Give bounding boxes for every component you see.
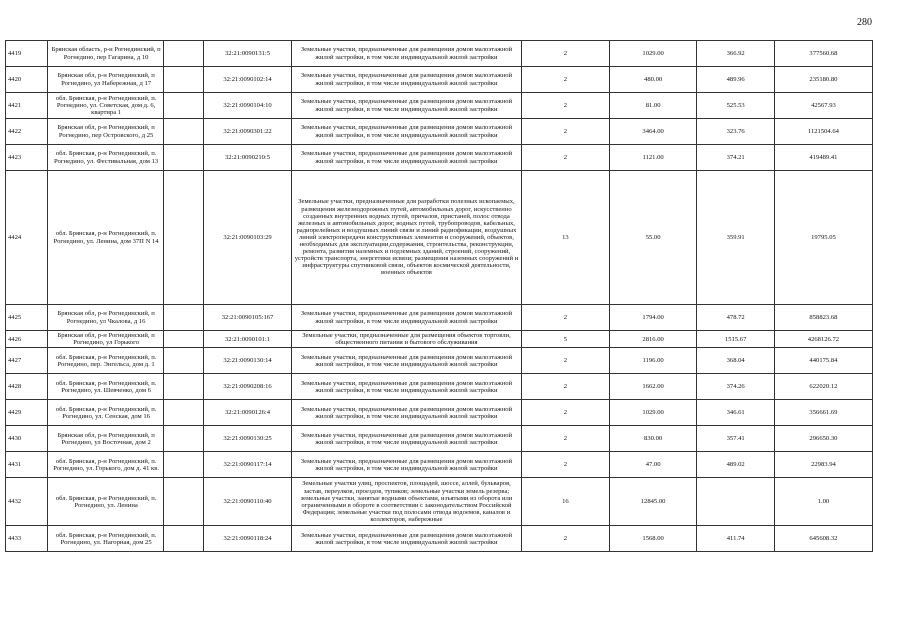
cadastral-number-text: 32:21:0090118:24 xyxy=(223,535,272,543)
group-text: 2 xyxy=(563,435,568,443)
group-text: 2 xyxy=(563,461,568,469)
unit-value-cell xyxy=(697,171,774,305)
page-number: 280 xyxy=(857,17,872,28)
area-cell xyxy=(609,374,697,400)
unit-value-text: 374.26 xyxy=(726,383,745,391)
group-cell xyxy=(522,93,610,119)
unit-value-text: 525.53 xyxy=(726,101,745,109)
group-text: 2 xyxy=(563,357,568,365)
group-text: 2 xyxy=(563,383,568,391)
group-text: 2 xyxy=(563,49,568,57)
land-purpose-text: Земельные участки, предназначенные для размещения домов малоэтажной жилой застройки, в том числе индивидуальной жилой застройки xyxy=(300,46,513,61)
address-text: обл. Брянская, р-н Рогнединский, п. Рогнедино, ул. Ленина, дом 37П N 14 xyxy=(53,230,159,245)
group-cell xyxy=(522,400,610,426)
cadastral-number-cell xyxy=(204,426,292,452)
land-purpose-text: Земельные участки, предназначенные для размещения домов малоэтажной жилой застройки, в том числе индивидуальной жилой застройки xyxy=(300,457,513,472)
land-purpose-text: Земельные участки, предназначенные для размещения домов малоэтажной жилой застройки, в том числе индивидуальной жилой застройки xyxy=(300,98,513,113)
row-number xyxy=(6,145,48,171)
land-purpose-cell xyxy=(291,171,521,305)
blank-cell xyxy=(163,171,203,305)
land-purpose-cell xyxy=(291,41,521,67)
area-cell xyxy=(609,331,697,348)
unit-value-text: 1515.67 xyxy=(724,335,747,343)
blank-cell xyxy=(163,93,203,119)
cadastral-value-cell xyxy=(774,426,872,452)
area-text: 2816.00 xyxy=(642,335,664,343)
area-text: 55.00 xyxy=(645,233,661,241)
unit-value-text: 323.76 xyxy=(726,127,745,135)
unit-value-text: 366.92 xyxy=(726,49,745,57)
blank-cell xyxy=(163,348,203,374)
row-number: 4423 xyxy=(8,153,22,161)
row-number xyxy=(6,119,48,145)
table-row xyxy=(6,93,873,119)
area-cell xyxy=(609,171,697,305)
unit-value-cell xyxy=(697,145,774,171)
row-number xyxy=(6,374,48,400)
address-text: Брянская обл, р-н Рогнединский, п Рогнедино, ул Набережная, д 17 xyxy=(57,72,155,87)
cadastral-value-text: 622020.12 xyxy=(809,383,838,391)
address-cell xyxy=(48,119,164,145)
unit-value-text: 368.04 xyxy=(726,357,745,365)
table-row xyxy=(6,67,873,93)
address-cell xyxy=(48,452,164,478)
blank-cell xyxy=(163,426,203,452)
table-row xyxy=(6,119,873,145)
land-purpose-text: Земельные участки улиц, проспектов, площадей, шоссе, аллей, бульваров, застав, переулков, проездов, тупиков; земельные участки земель резерва; земельные участки, занятые водными объектами, изъятыми из оборота или ограниченными в обороте в соответствии с законодательством Российской Федерации; земельные участки под полосами отвода водоемов, каналов и коллекторов, набережные xyxy=(300,480,513,523)
group-cell xyxy=(522,145,610,171)
table-row xyxy=(6,426,873,452)
blank-cell xyxy=(163,331,203,348)
area-cell xyxy=(609,452,697,478)
unit-value-text: 478.72 xyxy=(726,313,745,321)
blank-cell xyxy=(163,145,203,171)
table-row xyxy=(6,41,873,67)
unit-value-cell xyxy=(697,452,774,478)
cadastral-number-text: 32:21:0090131:5 xyxy=(224,49,271,57)
address-cell xyxy=(48,305,164,331)
cadastral-number-cell xyxy=(204,305,292,331)
cadastral-number-cell xyxy=(204,478,292,526)
unit-value-text: 346.61 xyxy=(726,409,745,417)
address-text: Брянская обл, р-н Рогнединский, п Рогнедино, ул Чкалова, д 16 xyxy=(57,310,155,325)
area-cell xyxy=(609,478,697,526)
row-number xyxy=(6,478,48,526)
area-cell xyxy=(609,400,697,426)
land-purpose-text: Земельные участки, предназначенные для размещения домов малоэтажной жилой застройки, в том числе индивидуальной жилой застройки xyxy=(300,431,513,446)
cadastral-number-cell xyxy=(204,348,292,374)
cadastral-number-text: 32:21:0090104:10 xyxy=(223,101,272,109)
unit-value-cell xyxy=(697,331,774,348)
row-number: 4430 xyxy=(8,435,22,443)
area-cell xyxy=(609,41,697,67)
cadastral-number-text: 32:21:0090101:1 xyxy=(224,335,271,343)
cadastral-value-cell xyxy=(774,478,872,526)
cadastral-number-cell xyxy=(204,400,292,426)
cadastral-value-text: 1.00 xyxy=(817,498,830,506)
cadastral-value-text: 296650.30 xyxy=(809,435,838,443)
table-row xyxy=(6,171,873,305)
address-cell xyxy=(48,426,164,452)
table-row xyxy=(6,305,873,331)
address-text: обл. Брянская, р-н Рогнединский, п. Рогнедино, ул. Советская, дом д. 6, квартира 1 xyxy=(55,94,157,117)
row-number: 4424 xyxy=(8,233,22,241)
area-text: 1029.00 xyxy=(642,409,664,417)
area-text: 830.00 xyxy=(644,435,663,443)
cadastral-number-cell xyxy=(204,331,292,348)
unit-value-text: 357.41 xyxy=(726,435,745,443)
address-cell xyxy=(48,67,164,93)
unit-value-cell xyxy=(697,348,774,374)
group-cell xyxy=(522,331,610,348)
group-cell xyxy=(522,119,610,145)
blank-cell xyxy=(163,374,203,400)
land-purpose-cell xyxy=(291,526,521,552)
cadastral-value-text: 42567.93 xyxy=(811,101,836,109)
unit-value-text: 489.02 xyxy=(726,461,745,469)
cadastral-value-cell xyxy=(774,93,872,119)
cadastral-value-text: 440175.84 xyxy=(809,357,838,365)
address-cell xyxy=(48,93,164,119)
address-text: обл. Брянская, р-н Рогнединский, п. Рогнедино, ул. Горького, дом д. 41 кв. xyxy=(53,457,160,472)
unit-value-cell xyxy=(697,426,774,452)
cadastral-value-text: 645608.32 xyxy=(809,535,838,543)
land-purpose-text: Земельные участки, предназначенные для размещения домов малоэтажной жилой застройки, в том числе индивидуальной жилой застройки xyxy=(300,72,513,87)
address-cell xyxy=(48,145,164,171)
row-number: 4431 xyxy=(8,461,22,469)
cadastral-number-text: 32:21:0090130:14 xyxy=(223,357,272,365)
address-cell xyxy=(48,400,164,426)
unit-value-cell xyxy=(697,400,774,426)
group-cell xyxy=(522,452,610,478)
row-number: 4422 xyxy=(8,127,22,135)
land-purpose-text: Земельные участки, предназначенные для размещения домов малоэтажной жилой застройки, в том числе индивидуальной жилой застройки xyxy=(300,353,513,368)
land-purpose-text: Земельные участки, предназначенные для размещения домов малоэтажной жилой застройки, в том числе индивидуальной жилой застройки xyxy=(300,124,513,139)
table-row xyxy=(6,452,873,478)
group-text: 2 xyxy=(563,101,568,109)
blank-cell xyxy=(163,119,203,145)
row-number: 4432 xyxy=(8,498,22,506)
land-purpose-text: Земельные участки, предназначенные для размещения домов малоэтажной жилой застройки, в том числе индивидуальной жилой застройки xyxy=(300,379,513,394)
row-number: 4427 xyxy=(8,357,22,365)
cadastral-number-cell xyxy=(204,452,292,478)
unit-value-text: 359.91 xyxy=(726,233,745,241)
land-purpose-cell xyxy=(291,452,521,478)
group-text: 5 xyxy=(563,335,568,343)
unit-value-cell xyxy=(697,119,774,145)
cadastral-number-cell xyxy=(204,67,292,93)
row-number xyxy=(6,305,48,331)
group-text: 2 xyxy=(563,127,568,135)
group-text: 2 xyxy=(563,535,568,543)
group-cell xyxy=(522,171,610,305)
address-text: Брянская обл, р-н Рогнединский, п Рогнедино, пер Островского, д 25 xyxy=(57,124,155,139)
cadastral-number-cell xyxy=(204,41,292,67)
cadastral-value-text: 377560.68 xyxy=(809,49,838,57)
address-cell xyxy=(48,171,164,305)
row-number: 4419 xyxy=(8,49,22,57)
table-row xyxy=(6,478,873,526)
area-cell xyxy=(609,426,697,452)
cadastral-value-cell xyxy=(774,331,872,348)
cadastral-value-text: 235180.80 xyxy=(809,75,838,83)
land-purpose-cell xyxy=(291,119,521,145)
cadastral-number-text: 32:21:0090126:4 xyxy=(224,409,271,417)
cadastral-value-cell xyxy=(774,305,872,331)
table-row xyxy=(6,400,873,426)
cadastral-value-text: 356661.69 xyxy=(809,409,838,417)
row-number xyxy=(6,67,48,93)
address-text: обл. Брянская, р-н Рогнединский, п. Рогнедино, ул. Сенская, дом 16 xyxy=(55,405,157,420)
row-number xyxy=(6,171,48,305)
blank-cell xyxy=(163,67,203,93)
address-text: обл. Брянская, р-н Рогнединский, п. Рогнедино, ул. Шевченко, дом 6 xyxy=(55,379,157,394)
group-text: 2 xyxy=(563,409,568,417)
cadastral-value-cell xyxy=(774,348,872,374)
row-number: 4420 xyxy=(8,75,22,83)
cadastral-value-text: 19795.05 xyxy=(811,233,836,241)
land-purpose-text: Земельные участки, предназначенные для размещения домов малоэтажной жилой застройки, в том числе индивидуальной жилой застройки xyxy=(300,405,513,420)
cadastral-value-text: 858823.68 xyxy=(809,313,838,321)
group-text: 2 xyxy=(563,313,568,321)
address-text: Брянская обл, р-н Рогнединский, п Рогнедино, ул Восточная, дом 2 xyxy=(57,431,155,446)
cadastral-number-cell xyxy=(204,374,292,400)
cadastral-value-cell xyxy=(774,374,872,400)
cadastral-value-text: 419489.41 xyxy=(809,153,838,161)
group-cell xyxy=(522,526,610,552)
group-cell xyxy=(522,426,610,452)
cadastral-value-text: 4268126.72 xyxy=(807,335,840,343)
blank-cell xyxy=(163,305,203,331)
address-text: обл. Брянская, р-н Рогнединский, п. Рогнедино, ул. Нагорная, дом 25 xyxy=(55,531,157,546)
table-row xyxy=(6,526,873,552)
row-number xyxy=(6,93,48,119)
cadastral-number-text: 32:21:0090210:5 xyxy=(224,153,271,161)
address-text: Брянская область, р-н Рогнединский, п Рогнедино, пер Гагарина, д 10 xyxy=(51,46,161,61)
cadastral-number-cell xyxy=(204,171,292,305)
address-cell xyxy=(48,331,164,348)
land-purpose-cell xyxy=(291,400,521,426)
land-purpose-cell xyxy=(291,145,521,171)
area-text: 1794.00 xyxy=(642,313,664,321)
land-purpose-cell xyxy=(291,331,521,348)
row-number: 4425 xyxy=(8,313,22,321)
cadastral-number-cell xyxy=(204,526,292,552)
land-purpose-cell xyxy=(291,93,521,119)
cadastral-number-text: 32:21:0090208:16 xyxy=(223,383,272,391)
area-text: 1568.00 xyxy=(642,535,664,543)
land-purpose-text: Земельные участки, предназначенные для размещения объектов торговли, общественного питания и бытового обслуживания xyxy=(302,332,511,347)
area-cell xyxy=(609,67,697,93)
cadastral-value-cell xyxy=(774,171,872,305)
address-cell xyxy=(48,526,164,552)
unit-value-cell xyxy=(697,526,774,552)
group-cell xyxy=(522,305,610,331)
land-purpose-cell xyxy=(291,478,521,526)
unit-value-text: 374.21 xyxy=(726,153,745,161)
cadastral-number-text: 32:21:0090102:14 xyxy=(223,75,272,83)
area-cell xyxy=(609,145,697,171)
unit-value-cell xyxy=(697,41,774,67)
cadastral-number-text: 32:21:0090130:25 xyxy=(223,435,272,443)
address-cell xyxy=(48,374,164,400)
unit-value-cell xyxy=(697,374,774,400)
row-number xyxy=(6,400,48,426)
unit-value-text: 411.74 xyxy=(726,535,745,543)
land-purpose-cell xyxy=(291,374,521,400)
area-cell xyxy=(609,348,697,374)
address-cell xyxy=(48,478,164,526)
area-text: 12845.00 xyxy=(640,498,666,506)
unit-value-cell xyxy=(697,478,774,526)
cadastral-value-cell xyxy=(774,145,872,171)
land-purpose-text: Земельные участки, предназначенные для размещения домов малоэтажной жилой застройки, в том числе индивидуальной жилой застройки xyxy=(300,531,513,546)
land-purpose-cell xyxy=(291,348,521,374)
address-text: обл. Брянская, р-н Рогнединский, п. Рогнедино, ул. Ленина xyxy=(55,494,157,509)
row-number: 4421 xyxy=(8,101,22,109)
blank-cell xyxy=(163,478,203,526)
row-number: 4426 xyxy=(8,335,22,343)
cadastral-value-table xyxy=(5,40,873,552)
cadastral-number-cell xyxy=(204,119,292,145)
area-text: 3464.00 xyxy=(642,127,664,135)
cadastral-value-cell xyxy=(774,452,872,478)
cadastral-number-text: 32:21:0090301:22 xyxy=(223,127,272,135)
cadastral-number-cell xyxy=(204,145,292,171)
area-cell xyxy=(609,93,697,119)
row-number xyxy=(6,452,48,478)
area-text: 1121.00 xyxy=(642,153,664,161)
group-cell xyxy=(522,348,610,374)
blank-cell xyxy=(163,41,203,67)
address-text: обл. Брянская, р-н Рогнединский, п. Рогнедино, пер. Энгельса, дом д. 1 xyxy=(55,353,157,368)
table-row xyxy=(6,374,873,400)
land-purpose-text: Земельные участки, предназначенные для разработки полезных ископаемых, размещения железнодорожных путей, автомобильных дорог, искусственно созданных внутренних водных путей, причалов, пристаней, полос отвода железных и автомобильных дорог, водных путей, трубопроводов, кабельных, радиорелейных и воздушных линий связи и линий радиофикации, воздушных линий электропередачи конструктивных элементов и сооружений, объектов, необходимых для эксплуатации,содержания, строительства, реконструкции, ремонта, развития наземных и подземных зданий, строений, сооружений, устройств транспорта, энергетики исвязи; размещения наземных сооружений и инфраструктуры спутниковой связи, объектов космической деятельности, военных объектов xyxy=(294,198,519,277)
row-number: 4433 xyxy=(8,535,22,543)
area-cell xyxy=(609,119,697,145)
address-text: обл. Брянская, р-н Рогнединский, п. Рогнедино, ул. Фестивальная, дом 13 xyxy=(54,150,159,165)
area-text: 1029.00 xyxy=(642,49,664,57)
row-number xyxy=(6,331,48,348)
land-purpose-text: Земельные участки, предназначенные для размещения домов малоэтажной жилой застройки, в том числе индивидуальной жилой застройки xyxy=(300,310,513,325)
address-cell xyxy=(48,41,164,67)
unit-value-cell xyxy=(697,93,774,119)
group-text: 16 xyxy=(562,498,569,506)
cadastral-number-text: 32:21:0090103:29 xyxy=(223,233,272,241)
area-text: 47.00 xyxy=(645,461,661,469)
cadastral-number-text: 32:21:0090117:14 xyxy=(223,461,272,469)
table-row xyxy=(6,145,873,171)
land-purpose-cell xyxy=(291,426,521,452)
unit-value-text: 489.96 xyxy=(726,75,745,83)
cadastral-number-text: 32:21:0090110:40 xyxy=(223,498,272,506)
address-text: Брянская обл, р-н Рогнединский, п Рогнедино, ул Горького xyxy=(57,332,155,347)
area-text: 480.00 xyxy=(644,75,663,83)
group-text: 2 xyxy=(563,153,568,161)
cadastral-value-cell xyxy=(774,400,872,426)
group-cell xyxy=(522,374,610,400)
row-number xyxy=(6,526,48,552)
row-number: 4428 xyxy=(8,383,22,391)
table-row xyxy=(6,331,873,348)
group-text: 2 xyxy=(563,75,568,83)
land-purpose-cell xyxy=(291,67,521,93)
area-text: 81.00 xyxy=(645,101,661,109)
unit-value-cell xyxy=(697,67,774,93)
cadastral-value-text: 22983.94 xyxy=(811,461,836,469)
row-number: 4429 xyxy=(8,409,22,417)
group-cell xyxy=(522,67,610,93)
land-purpose-cell xyxy=(291,305,521,331)
area-cell xyxy=(609,526,697,552)
row-number xyxy=(6,426,48,452)
area-text: 1196.00 xyxy=(642,357,664,365)
group-cell xyxy=(522,478,610,526)
cadastral-number-cell xyxy=(204,93,292,119)
cadastral-number-text: 32:21:0090105:167 xyxy=(221,313,274,321)
land-purpose-text: Земельные участки, предназначенные для размещения домов малоэтажной жилой застройки, в том числе индивидуальной жилой застройки xyxy=(300,150,513,165)
group-text: 13 xyxy=(562,233,569,241)
cadastral-value-cell xyxy=(774,67,872,93)
blank-cell xyxy=(163,400,203,426)
cadastral-value-text: 1121504.64 xyxy=(807,127,839,135)
row-number xyxy=(6,41,48,67)
cadastral-value-cell xyxy=(774,41,872,67)
row-number xyxy=(6,348,48,374)
cadastral-value-cell xyxy=(774,526,872,552)
group-cell xyxy=(522,41,610,67)
cadastral-value-cell xyxy=(774,119,872,145)
area-cell xyxy=(609,305,697,331)
blank-cell xyxy=(163,526,203,552)
unit-value-cell xyxy=(697,305,774,331)
table-row xyxy=(6,348,873,374)
address-cell xyxy=(48,348,164,374)
area-text: 1662.00 xyxy=(642,383,664,391)
blank-cell xyxy=(163,452,203,478)
